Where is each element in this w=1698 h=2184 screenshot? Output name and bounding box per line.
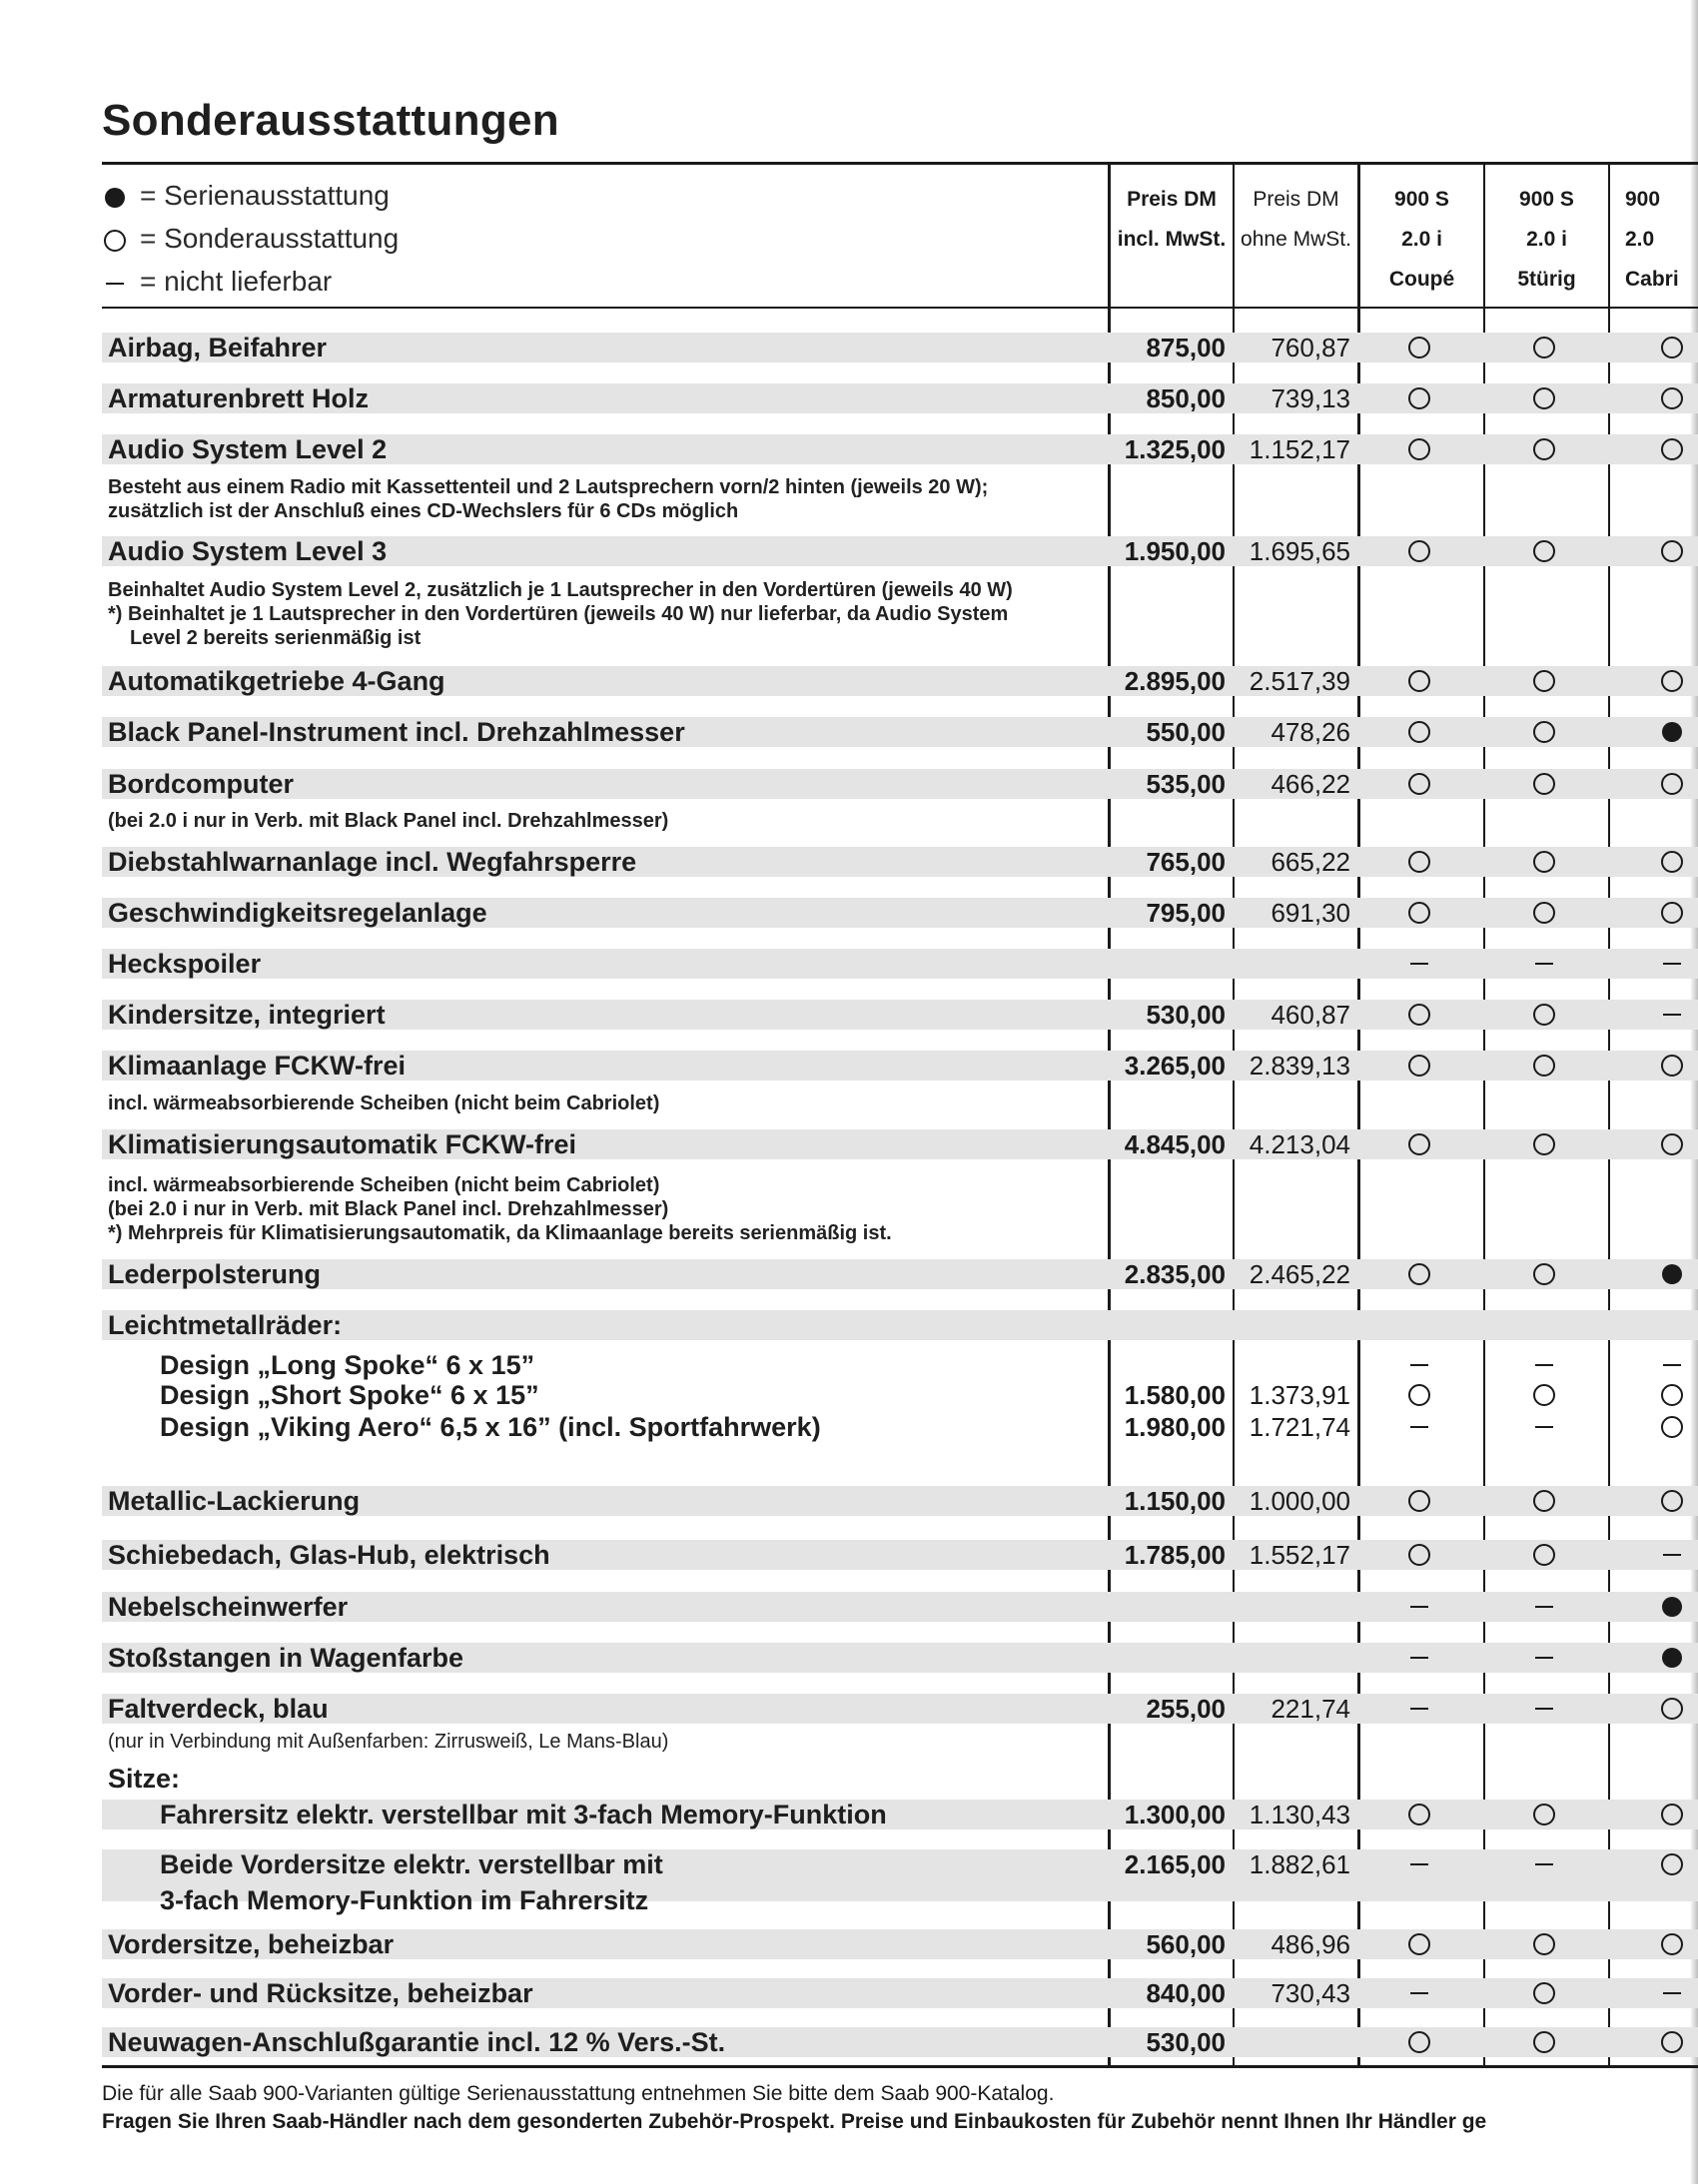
open-circle-icon xyxy=(1404,1262,1434,1286)
open-circle-icon xyxy=(1404,437,1434,461)
option-name: Audio System Level 3 xyxy=(108,536,388,566)
open-circle-icon xyxy=(1657,669,1687,693)
open-circle-icon xyxy=(1529,720,1559,744)
price-excl-vat: 221,74 xyxy=(1271,1694,1350,1724)
filled-circle-icon xyxy=(105,188,125,208)
dash-icon xyxy=(1529,1852,1559,1876)
price-excl-vat: 2.839,13 xyxy=(1249,1051,1350,1081)
open-circle-icon xyxy=(1657,1383,1687,1407)
footer-line: Fragen Sie Ihren Saab-Händler nach dem gesonderten Zubehör-Prospekt. Preise und Einbaukosten für Zubehör nennt Ihnen Ihr Händler ge xyxy=(102,2110,1487,2133)
open-circle-icon xyxy=(1529,901,1559,925)
price-incl-vat: 2.165,00 xyxy=(1124,1849,1226,1879)
dash-icon xyxy=(1657,1003,1687,1027)
filled-circle-icon xyxy=(1657,1646,1687,1670)
open-circle-icon xyxy=(1404,1383,1434,1407)
option-name: Metallic-Lackierung xyxy=(108,1486,361,1516)
price-excl-vat: 460,87 xyxy=(1271,1000,1350,1030)
option-name: Vorder- und Rücksitze, beheizbar xyxy=(108,1978,533,2008)
dash-icon xyxy=(106,283,124,285)
open-circle-icon xyxy=(1657,1803,1687,1826)
open-circle-icon xyxy=(1657,850,1687,874)
open-circle-icon xyxy=(1529,1262,1559,1286)
open-circle-icon xyxy=(1404,1132,1434,1156)
option-name: Airbag, Beifahrer xyxy=(108,333,328,363)
price-incl-vat: 1.785,00 xyxy=(1124,1540,1226,1570)
option-name: Diebstahlwarnanlage incl. Wegfahrsperre xyxy=(108,847,637,877)
dash-icon xyxy=(1404,1353,1434,1377)
open-circle-icon xyxy=(1529,1803,1559,1826)
price-excl-vat: 4.213,04 xyxy=(1249,1129,1350,1159)
open-circle-icon xyxy=(1657,1932,1687,1956)
open-circle-icon xyxy=(1404,1489,1434,1513)
dash-icon xyxy=(1404,1697,1434,1721)
price-incl-vat: 875,00 xyxy=(1146,333,1226,363)
open-circle-icon xyxy=(1529,1132,1559,1156)
dash-icon xyxy=(1529,1646,1559,1670)
open-circle-icon xyxy=(1529,1489,1559,1513)
page-title: Sonderausstattungen xyxy=(102,96,559,145)
open-circle-icon xyxy=(1657,1054,1687,1078)
price-excl-vat: 730,43 xyxy=(1271,1978,1350,2008)
option-name: Neuwagen-Anschlußgarantie incl. 12 % Vers.-St. xyxy=(108,2027,726,2057)
dash-icon xyxy=(1404,1646,1434,1670)
note-klimaanlage: incl. wärmeabsorbierende Scheiben (nicht beim Cabriolet) xyxy=(108,1092,660,1114)
option-name: Audio System Level 2 xyxy=(108,434,388,464)
open-circle-icon xyxy=(1404,1054,1434,1078)
column-header-price-incl: Preis DM incl. MwSt. xyxy=(1117,188,1227,251)
open-circle-icon xyxy=(1529,850,1559,874)
price-incl-vat: 1.150,00 xyxy=(1124,1486,1226,1516)
open-circle-icon xyxy=(1657,772,1687,796)
dash-icon xyxy=(1404,952,1434,976)
dash-icon xyxy=(1404,1415,1434,1439)
price-incl-vat: 1.300,00 xyxy=(1124,1800,1226,1829)
price-incl-vat: 1.950,00 xyxy=(1124,536,1226,566)
price-incl-vat: 255,00 xyxy=(1146,1694,1226,1724)
open-circle-icon xyxy=(1529,2030,1559,2054)
open-circle-icon xyxy=(1404,1543,1434,1567)
price-excl-vat: 1.552,17 xyxy=(1249,1540,1350,1570)
price-excl-vat: 478,26 xyxy=(1271,717,1350,747)
option-name: Faltverdeck, blau xyxy=(108,1694,329,1724)
price-incl-vat: 4.845,00 xyxy=(1124,1129,1226,1159)
option-name: Design „Viking Aero“ 6,5 x 16” (incl. Sportfahrwerk) xyxy=(160,1412,821,1442)
option-name: Lederpolsterung xyxy=(108,1259,322,1289)
legend-item-standard xyxy=(102,174,399,217)
price-incl-vat: 550,00 xyxy=(1146,717,1226,747)
legend-text: = Sonderausstattung xyxy=(140,223,400,254)
footer xyxy=(102,2080,1486,2136)
open-circle-icon xyxy=(1529,1054,1559,1078)
dash-icon xyxy=(1404,1981,1434,2005)
header-rule xyxy=(102,307,1698,309)
bottom-rule xyxy=(102,2065,1698,2068)
open-circle-icon xyxy=(1529,386,1559,410)
open-circle-icon xyxy=(1529,1543,1559,1567)
open-circle-icon xyxy=(1657,1132,1687,1156)
price-excl-vat: 1.152,17 xyxy=(1249,434,1350,464)
price-excl-vat: 1.721,74 xyxy=(1249,1412,1350,1442)
option-name: Armaturenbrett Holz xyxy=(108,383,370,413)
open-circle-icon xyxy=(1657,336,1687,360)
price-incl-vat: 765,00 xyxy=(1146,847,1226,877)
open-circle-icon xyxy=(1404,2030,1434,2054)
footer-line: Die für alle Saab 900-Varianten gültige Serienausstattung entnehmen Sie bitte dem Saab 900-Katalog. xyxy=(102,2082,1055,2105)
price-excl-vat: 2.465,22 xyxy=(1249,1259,1350,1289)
price-excl-vat: 466,22 xyxy=(1271,769,1350,799)
price-incl-vat: 1.325,00 xyxy=(1124,434,1226,464)
dash-icon xyxy=(1529,1697,1559,1721)
option-name: Nebelscheinwerfer xyxy=(108,1592,349,1622)
open-circle-icon xyxy=(1529,1383,1559,1407)
open-circle-icon xyxy=(1404,1932,1434,1956)
column-header-price-excl: Preis DM ohne MwSt. xyxy=(1241,188,1351,251)
open-circle-icon xyxy=(1657,386,1687,410)
open-circle-icon xyxy=(1404,386,1434,410)
open-circle-icon xyxy=(1404,720,1434,744)
price-incl-vat: 1.980,00 xyxy=(1124,1412,1226,1442)
open-circle-icon xyxy=(104,230,126,252)
price-incl-vat: 530,00 xyxy=(1146,1000,1226,1030)
note-bordcomputer: (bei 2.0 i nur in Verb. mit Black Panel incl. Drehzahlmesser) xyxy=(108,810,669,832)
dash-icon xyxy=(1404,1595,1434,1619)
dash-icon xyxy=(1657,1543,1687,1567)
option-name: Bordcomputer xyxy=(108,769,295,799)
price-incl-vat: 2.835,00 xyxy=(1124,1259,1226,1289)
open-circle-icon xyxy=(1404,336,1434,360)
legend xyxy=(102,174,399,303)
option-name: Leichtmetallräder: xyxy=(108,1310,343,1340)
price-incl-vat: 1.580,00 xyxy=(1124,1380,1226,1410)
open-circle-icon xyxy=(1529,1932,1559,1956)
open-circle-icon xyxy=(1529,539,1559,563)
option-name: Automatikgetriebe 4-Gang xyxy=(108,666,445,696)
price-excl-vat: 2.517,39 xyxy=(1249,666,1350,696)
open-circle-icon xyxy=(1529,772,1559,796)
dash-icon xyxy=(1657,1981,1687,2005)
dash-icon xyxy=(1404,1852,1434,1876)
option-name: Design „Long Spoke“ 6 x 15” xyxy=(160,1350,535,1380)
price-incl-vat: 2.895,00 xyxy=(1124,666,1226,696)
price-incl-vat: 560,00 xyxy=(1146,1929,1226,1959)
price-incl-vat: 535,00 xyxy=(1146,769,1226,799)
top-rule xyxy=(102,162,1698,165)
legend-text: = nicht lieferbar xyxy=(140,266,333,297)
option-name: Geschwindigkeitsregelanlage xyxy=(108,898,487,928)
option-name: Schiebedach, Glas-Hub, elektrisch xyxy=(108,1540,550,1570)
open-circle-icon xyxy=(1657,1415,1687,1439)
note-audio-level-3: Beinhaltet Audio System Level 2, zusätzlich je 1 Lautsprecher in den Vordertüren (jeweils 40 W) *) Beinhaltet je 1 Lautsprecher in den Vordertüren (jeweils 40 W) nur lieferbar, da Audio System Level 2 bereits serienmäßig ist xyxy=(108,579,1013,649)
legend-item-optional xyxy=(102,217,399,260)
column-header-cabrio: 900 2.0 Cabri xyxy=(1625,188,1679,291)
price-excl-vat: 1.130,43 xyxy=(1249,1800,1350,1829)
note-audio-level-2: Besteht aus einem Radio mit Kassettenteil und 2 Lautsprechern vorn/2 hinten (jeweils 20 W); zusätzlich ist der Anschluß eines CD-Wechslers für 6 CDs möglich xyxy=(108,476,989,522)
option-name: Klimatisierungsautomatik FCKW-frei xyxy=(108,1129,577,1159)
legend-item-unavailable xyxy=(102,260,399,303)
price-incl-vat: 850,00 xyxy=(1146,383,1226,413)
open-circle-icon xyxy=(1404,772,1434,796)
row-stripe xyxy=(102,333,1698,363)
open-circle-icon xyxy=(1404,1003,1434,1027)
price-excl-vat: 1.882,61 xyxy=(1249,1849,1350,1879)
price-excl-vat: 1.695,65 xyxy=(1249,536,1350,566)
option-name: Fahrersitz elektr. verstellbar mit 3-fach Memory-Funktion xyxy=(160,1800,887,1829)
open-circle-icon xyxy=(1529,336,1559,360)
open-circle-icon xyxy=(1404,901,1434,925)
option-name: Black Panel-Instrument incl. Drehzahlmesser xyxy=(108,717,685,747)
column-header-5tuerig: 900 S 2.0 i 5türig xyxy=(1517,188,1576,291)
filled-circle-icon xyxy=(1657,720,1687,744)
option-name: Sitze: xyxy=(108,1764,181,1794)
option-name: Stoßstangen in Wagenfarbe xyxy=(108,1643,464,1673)
price-incl-vat: 840,00 xyxy=(1146,1978,1226,2008)
option-name: Klimaanlage FCKW-frei xyxy=(108,1051,407,1081)
open-circle-icon xyxy=(1657,1489,1687,1513)
note-klimatisierungsautomatik: incl. wärmeabsorbierende Scheiben (nicht beim Cabriolet) (bei 2.0 i nur in Verb. mit Black Panel incl. Drehzahlmesser) *) Mehrpreis für Klimatisierungsautomatik, da Klimaanlage bereits serienmäßig ist. xyxy=(108,1174,892,1244)
open-circle-icon xyxy=(1657,1852,1687,1876)
row-stripe xyxy=(102,1259,1698,1289)
option-name: Kindersitze, integriert xyxy=(108,1000,386,1030)
open-circle-icon xyxy=(1657,1697,1687,1721)
dash-icon xyxy=(1529,1595,1559,1619)
row-stripe xyxy=(102,769,1698,799)
dash-icon xyxy=(1529,952,1559,976)
price-excl-vat: 665,22 xyxy=(1271,847,1350,877)
option-name: 3-fach Memory-Funktion im Fahrersitz xyxy=(160,1885,649,1915)
row-stripe xyxy=(102,949,1698,979)
dash-icon xyxy=(1657,1353,1687,1377)
open-circle-icon xyxy=(1529,1981,1559,2005)
open-circle-icon xyxy=(1657,2030,1687,2054)
open-circle-icon xyxy=(1529,437,1559,461)
price-excl-vat: 1.373,91 xyxy=(1249,1380,1350,1410)
open-circle-icon xyxy=(1404,1803,1434,1826)
open-circle-icon xyxy=(1404,539,1434,563)
open-circle-icon xyxy=(1529,669,1559,693)
dash-icon xyxy=(1529,1415,1559,1439)
open-circle-icon xyxy=(1657,437,1687,461)
price-excl-vat: 739,13 xyxy=(1271,383,1350,413)
open-circle-icon xyxy=(1529,1003,1559,1027)
filled-circle-icon xyxy=(1657,1262,1687,1286)
price-incl-vat: 530,00 xyxy=(1146,2027,1226,2057)
open-circle-icon xyxy=(1657,901,1687,925)
option-name: Design „Short Spoke“ 6 x 15” xyxy=(160,1380,539,1410)
price-incl-vat: 3.265,00 xyxy=(1124,1051,1226,1081)
legend-text: = Serienausstattung xyxy=(140,180,390,211)
option-name: Beide Vordersitze elektr. verstellbar mit xyxy=(160,1849,663,1879)
open-circle-icon xyxy=(1657,539,1687,563)
row-stripe xyxy=(102,1694,1698,1724)
note-faltverdeck: (nur in Verbindung mit Außenfarben: Zirrusweiß, Le Mans-Blau) xyxy=(108,1731,669,1753)
price-incl-vat: 795,00 xyxy=(1146,898,1226,928)
price-excl-vat: 760,87 xyxy=(1271,333,1350,363)
dash-icon xyxy=(1657,952,1687,976)
option-name: Vordersitze, beheizbar xyxy=(108,1929,395,1959)
open-circle-icon xyxy=(1404,669,1434,693)
option-name: Heckspoiler xyxy=(108,949,262,979)
price-excl-vat: 486,96 xyxy=(1271,1929,1350,1959)
dash-icon xyxy=(1529,1353,1559,1377)
column-header-coupe: 900 S 2.0 i Coupé xyxy=(1388,188,1455,291)
filled-circle-icon xyxy=(1657,1595,1687,1619)
price-excl-vat: 691,30 xyxy=(1271,898,1350,928)
price-excl-vat: 1.000,00 xyxy=(1249,1486,1350,1516)
open-circle-icon xyxy=(1404,850,1434,874)
